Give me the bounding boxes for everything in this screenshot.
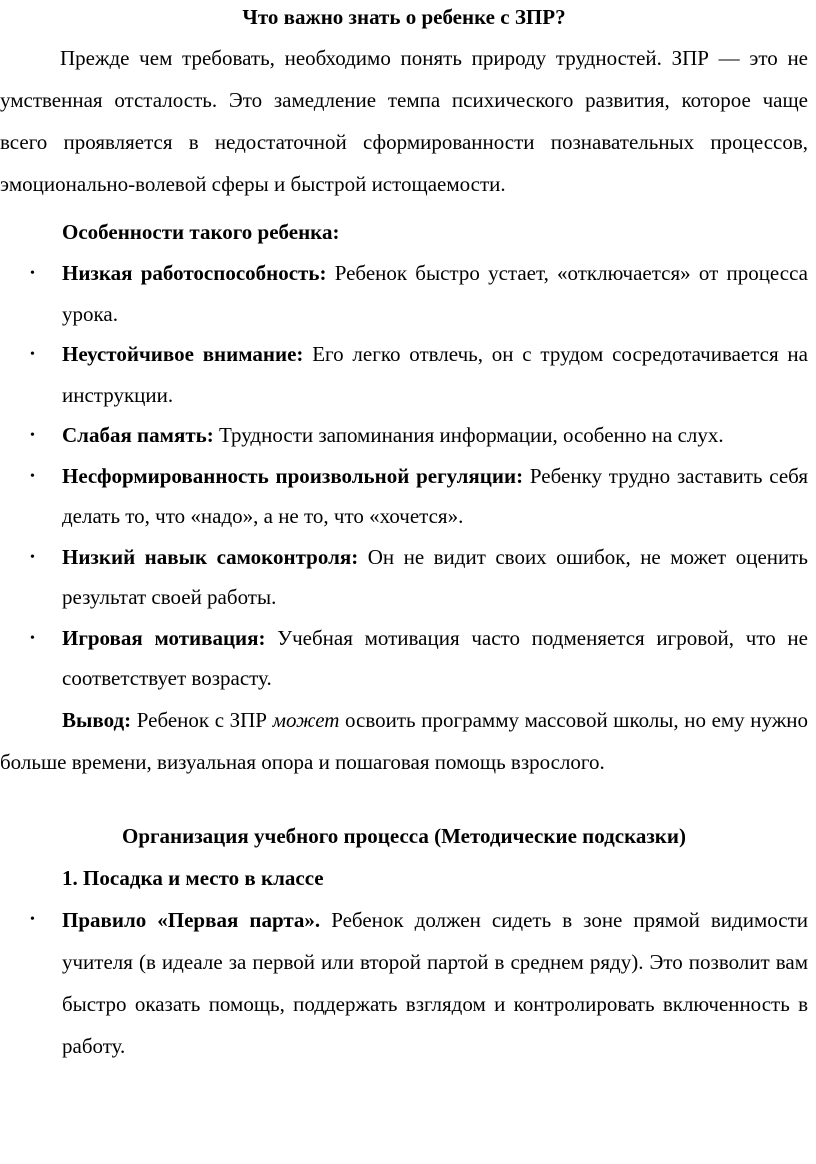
features-list (0, 253, 808, 699)
document-title: Что важно знать о ребенке с ЗПР? (242, 5, 566, 29)
feature-term: Слабая память: (62, 423, 214, 447)
bullet-icon: • (30, 911, 35, 927)
list-item (0, 415, 808, 456)
feature-text: Ребенок быстро устает, «отключается» от процесса урока. (62, 261, 808, 326)
conclusion-label: Вывод: (62, 707, 132, 732)
feature-term: Игровая мотивация: (62, 625, 266, 650)
seating-term: Правило «Первая парта». (62, 907, 321, 932)
feature-text: Ребенку трудно заставить себя делать то, что «надо», а не то, что «хочется». (62, 463, 809, 528)
feature-term: Несформированность произвольной регуляции: (62, 463, 524, 488)
bullet-icon: • (30, 428, 35, 443)
feature-term: Неустойчивое внимание: (62, 342, 304, 366)
list-item (0, 334, 808, 415)
conclusion-text-before: Ребенок с ЗПР (131, 707, 273, 732)
list-item (0, 456, 808, 537)
list-item (0, 618, 808, 699)
bullet-icon: • (30, 630, 35, 646)
features-heading: Особенности такого ребенка: (62, 220, 340, 244)
bullet-icon: • (30, 468, 35, 484)
seating-text: Ребенок должен сидеть в зоне прямой видимости учителя (в идеале за первой или второй партой в среднем ряду). Это позволит вам быстро оказать помощь, поддержать взглядом и контролировать включенность в работу. (62, 907, 808, 1058)
conclusion-emphasis: может (272, 707, 340, 732)
bullet-icon: • (30, 266, 35, 281)
feature-text: Его легко отвлечь, он с трудом сосредотачивается на инструкции. (62, 342, 808, 407)
subsection-heading: 1. Посадка и место в классе (62, 865, 324, 890)
conclusion-text-after: освоить программу массовой школы, но ему нужно больше времени, визуальная опора и пошаговая помощь взрослого. (0, 707, 808, 774)
bullet-icon: • (30, 549, 35, 565)
seating-list (0, 899, 808, 1067)
section-title: Организация учебного процесса (Методические подсказки) (121, 823, 686, 848)
bullet-icon: • (30, 347, 35, 362)
list-item (0, 899, 808, 1067)
feature-term: Низкий навык самоконтроля: (62, 544, 359, 569)
feature-term: Низкая работоспособность: (62, 261, 327, 285)
feature-text: Трудности запоминания информации, особенно на слух. (213, 423, 724, 447)
conclusion-paragraph (0, 699, 808, 783)
list-item (0, 253, 808, 334)
intro-paragraph: Прежде чем требовать, необходимо понять природу трудностей. ЗПР — это не умственная отсталость. Это замедление темпа психического развития, которое чаще всего проявляется в недостаточной сформированности познавательных процессов, эмоционально-волевой сферы и быстрой истощаемости. (0, 46, 808, 196)
list-item (0, 537, 808, 618)
feature-text: Учебная мотивация часто подменяется игровой, что не соответствует возрасту. (62, 625, 808, 690)
feature-text: Он не видит своих ошибок, не может оценить результат своей работы. (62, 544, 808, 609)
